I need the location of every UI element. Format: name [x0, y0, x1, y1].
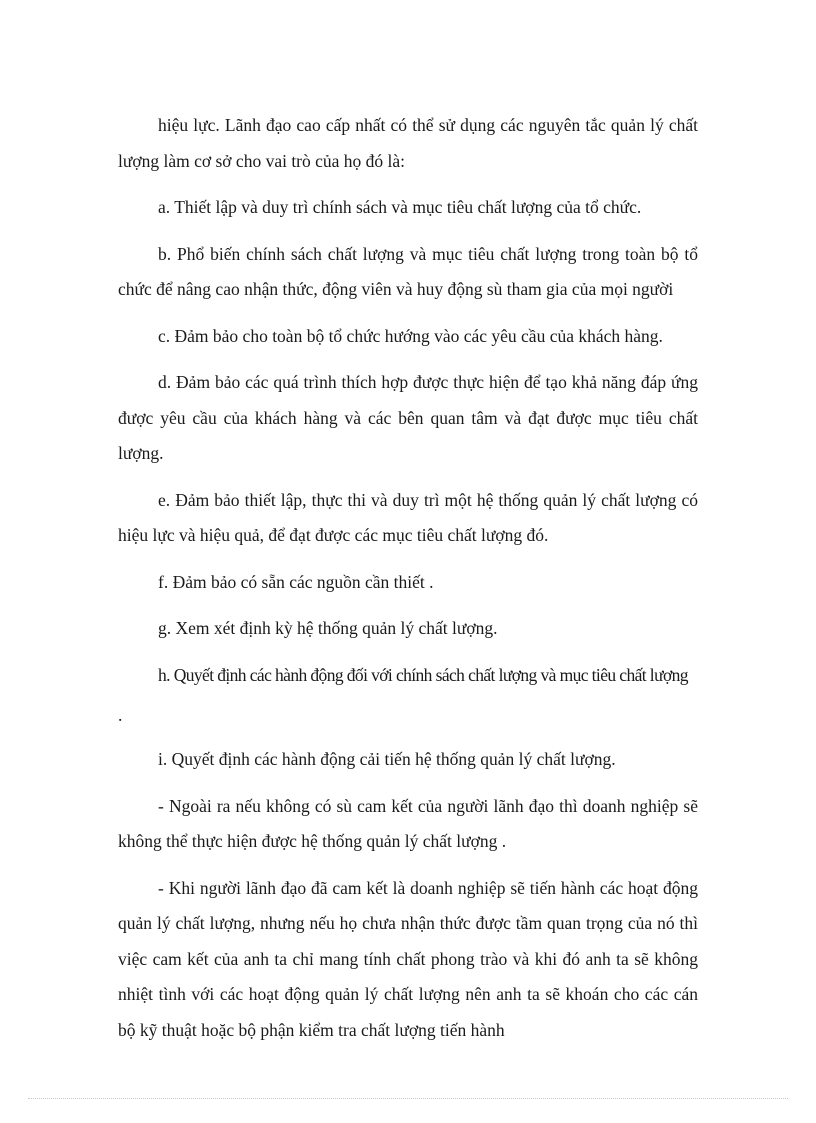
- paragraph-awareness: - Khi người lãnh đạo đã cam kết là doanh nghiệp sẽ tiến hành các hoạt động quản lý chất lượng, nhưng nếu họ chưa nhận thức được tầm quan trọng của nó thì việc cam kết của anh ta chỉ mang tính chất phong trào và khi đó anh ta sẽ không nhiệt tình với các hoạt động quản lý chất lượng nên anh ta sẽ khoán cho các cán bộ kỹ thuật hoặc bộ phận kiểm tra chất lượng tiến hành: [118, 877, 698, 1040]
- list-item-d: d. Đảm bảo các quá trình thích hợp được thực hiện để tạo khả năng đáp ứng được yêu cầu của khách hàng và các bên quan tâm và đạt được mục tiêu chất lượng.: [118, 372, 698, 463]
- list-item-e: e. Đảm bảo thiết lập, thực thi và duy trì một hệ thống quản lý chất lượng có hiệu lực và hiệu quả, để đạt được các mục tiêu chất lượng đó.: [118, 489, 698, 545]
- list-item-i: i. Quyết định các hành động cải tiến hệ thống quản lý chất lượng.: [158, 749, 616, 769]
- list-item-f: f. Đảm bảo có sẵn các nguồn cần thiết .: [158, 571, 434, 592]
- page-bottom-divider: [28, 1098, 788, 1099]
- list-item-b: b. Phổ biến chính sách chất lượng và mục tiêu chất lượng trong toàn bộ tổ chức để nâng cao nhận thức, động viên và huy động sù tham gia của mọi người: [118, 243, 698, 299]
- paragraph-commitment: - Ngoài ra nếu không có sù cam kết của người lãnh đạo thì doanh nghiệp sẽ không thể thực hiện được hệ thống quản lý chất lượng .: [118, 795, 698, 851]
- list-item-h-continuation: .: [118, 705, 123, 725]
- list-item-g: g. Xem xét định kỳ hệ thống quản lý chất lượng.: [158, 618, 498, 638]
- list-item-c: c. Đảm bảo cho toàn bộ tổ chức hướng vào các yêu cầu của khách hàng.: [158, 325, 663, 346]
- list-item-a: a. Thiết lập và duy trì chính sách và mục tiêu chất lượng của tổ chức.: [158, 197, 642, 217]
- body-text: [118, 108, 698, 1059]
- list-item-h: h. Quyết định các hành động đối với chính sách chất lượng và mục tiêu chất lượng: [158, 664, 688, 685]
- paragraph-intro: hiệu lực. Lãnh đạo cao cấp nhất có thể sử dụng các nguyên tắc quản lý chất lượng làm cơ sở cho vai trò của họ đó là:: [118, 115, 698, 171]
